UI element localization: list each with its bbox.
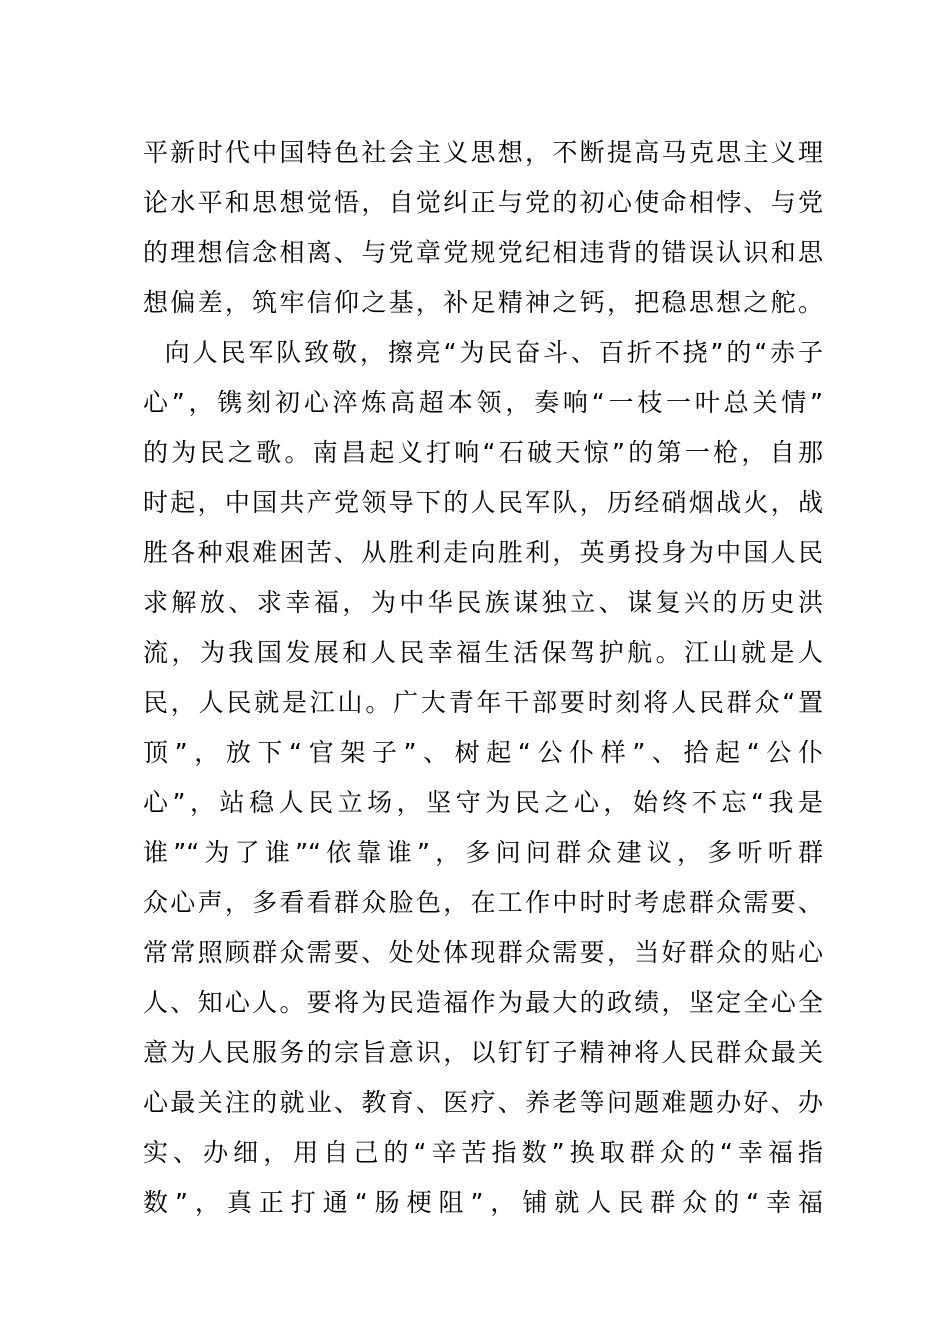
text-line: 意为人民服务的宗旨意识，以钉钉子精神将人民群众最关 [143,1038,823,1067]
text-line: 常常照顾群众需要、处处体现群众需要，当好群众的贴心 [143,938,823,967]
text-line: 想偏差，筑牢信仰之基，补足精神之钙，把稳思想之舵。 [143,288,823,317]
text-line: 向人民军队致敬，擦亮“为民奋斗、百折不挠”的“赤子 [143,338,823,367]
text-line: 顶”，放下“官架子”、树起“公仆样”、拾起“公仆 [143,738,823,767]
text-line: 胜各种艰难困苦、从胜利走向胜利，英勇投身为中国人民 [143,538,823,567]
text-line: 心最关注的就业、教育、医疗、养老等问题难题办好、办 [143,1088,823,1117]
text-line: 心”，镌刻初心淬炼高超本领，奏响“一枝一叶总关情” [143,388,823,417]
text-line: 数”，真正打通“肠梗阻”，铺就人民群众的“幸福 [143,1188,823,1217]
text-line: 平新时代中国特色社会主义思想，不断提高马克思主义理 [143,138,823,167]
text-line: 的为民之歌。南昌起义打响“石破天惊”的第一枪，自那 [143,438,823,467]
text-line: 时起，中国共产党领导下的人民军队，历经硝烟战火，战 [143,488,823,517]
text-line: 人、知心人。要将为民造福作为最大的政绩，坚定全心全 [143,988,823,1017]
text-line: 心”，站稳人民立场，坚守为民之心，始终不忘“我是 [143,788,823,817]
text-line: 众心声，多看看群众脸色，在工作中时时考虑群众需要、 [143,888,823,917]
text-line: 实、办细，用自己的“辛苦指数”换取群众的“幸福指 [143,1138,823,1167]
paragraph-1 [143,128,823,328]
text-line: 的理想信念相离、与党章党规党纪相违背的错误认识和思 [143,238,823,267]
body-text [143,128,823,1228]
text-line: 谁”“为了谁”“依靠谁”，多问问群众建议，多听听群 [143,838,823,867]
text-line: 论水平和思想觉悟，自觉纠正与党的初心使命相悖、与党 [143,188,823,217]
text-line: 求解放、求幸福，为中华民族谋独立、谋复兴的历史洪 [143,588,823,617]
text-line: 民，人民就是江山。广大青年干部要时刻将人民群众“置 [143,688,823,717]
paragraph-2 [143,328,823,1228]
text-line: 流，为我国发展和人民幸福生活保驾护航。江山就是人 [143,638,823,667]
